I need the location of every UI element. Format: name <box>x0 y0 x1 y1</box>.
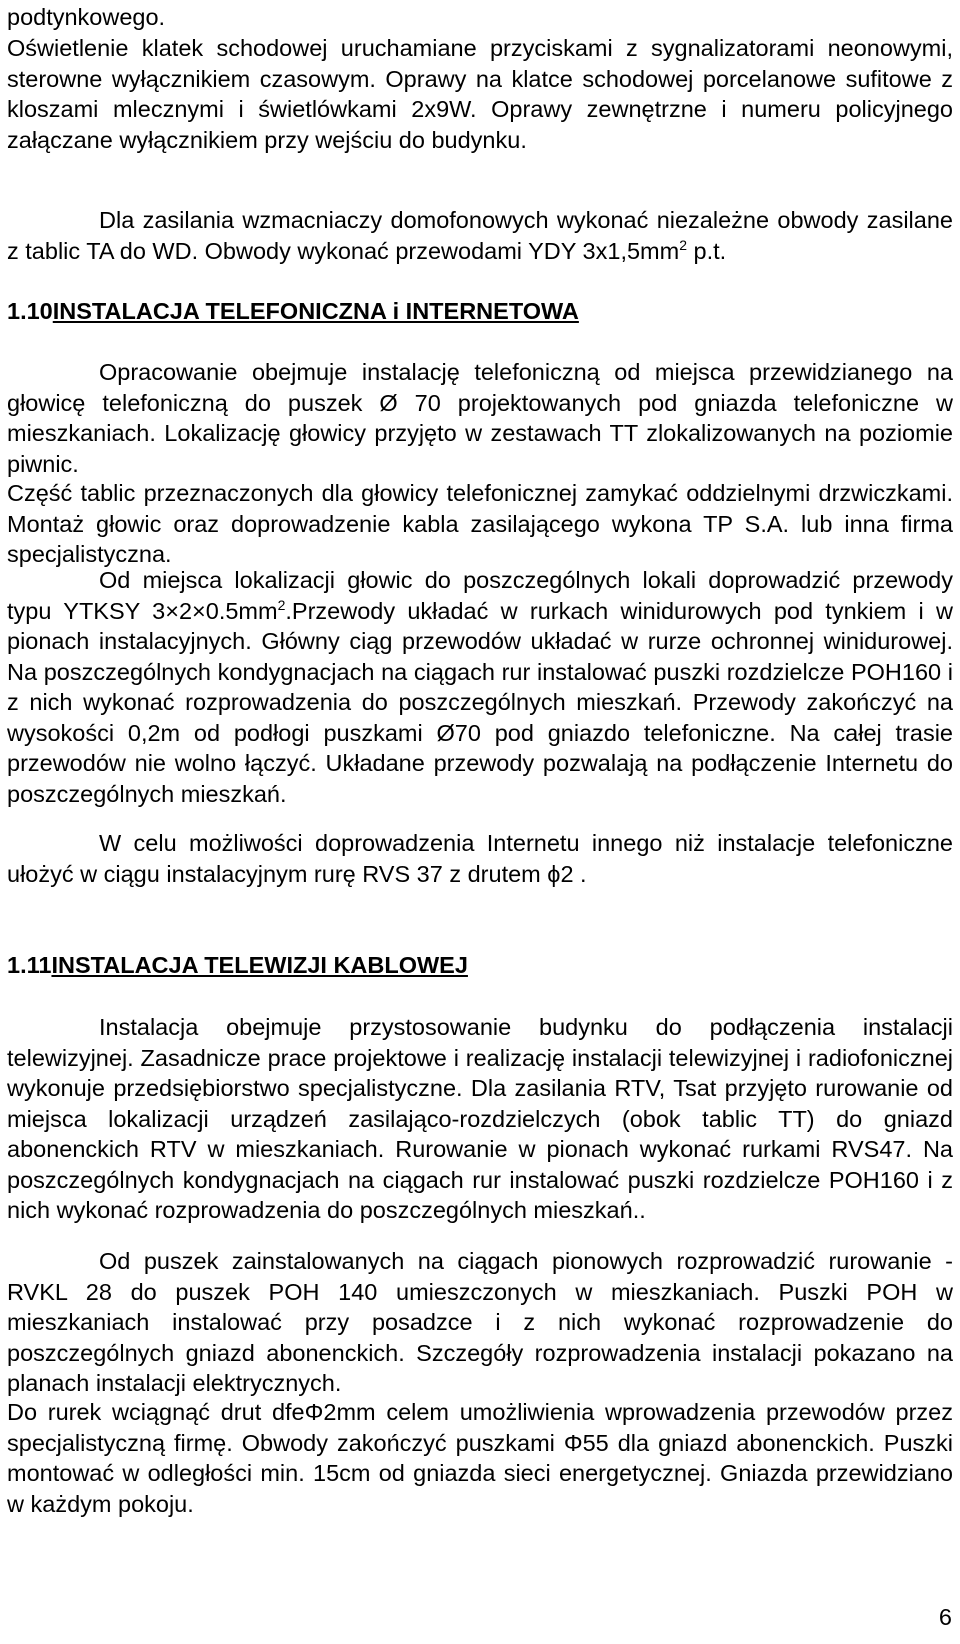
phone-paragraph-2: Część tablic przeznaczonych dla głowicy telefonicznej zamykać oddzielnymi drzwiczkami. Montaż głowic oraz doprowadzenie kabla zasilającego wykona TP S.A. lub inna firma specjalistyczna. <box>7 480 953 567</box>
section-number: 1.10 <box>7 298 53 324</box>
intercom-text-end: p.t. <box>687 237 727 264</box>
section-number: 1.11 <box>7 952 52 978</box>
intercom-paragraph <box>7 205 953 266</box>
phone-paragraph-1: Opracowanie obejmuje instalację telefoniczną od miejsca przewidzianego na głowicę telefoniczną do puszek Ø 70 projektowanych pod gniazda telefoniczne w mieszkaniach. Lokalizację głowicy przyjęto w zestawach TT zlokalizowanych na poziomie piwnic. <box>7 359 953 477</box>
intercom-text: Dla zasilania wzmacniaczy domofonowych wykonać niezależne obwody zasilane z tablic TA do WD. Obwody wykonać przewodami YDY 3x1,5mm <box>7 207 953 264</box>
page-number: 6 <box>938 1604 952 1630</box>
section-title: INSTALACJA TELEFONICZNA i INTERNETOWA <box>52 298 579 324</box>
section-title: INSTALACJA TELEWIZJI KABLOWEJ <box>51 952 468 978</box>
section-heading-phone <box>7 296 579 326</box>
phone-paragraph-3 <box>7 565 953 809</box>
section-heading-cable-tv <box>7 950 468 980</box>
tv-paragraph-1: Instalacja obejmuje przystosowanie budynku do podłączenia instalacji telewizyjnej. Zasadnicze prace projektowe i realizację instalacji telewizyjnej i radiofonicznej wykonuje przedsiębiorstwo specjalistyczne. Dla zasilania RTV, Tsat przyjęto rurowanie od miejsca lokalizacji urządzeń zasilająco-rozdzielczych (obok tablic TT) do gniazd abonenckich RTV w mieszkaniach. Rurowanie w pionach wykonać rurkami RVS47. Na poszczególnych kondygnacjach na ciągach rur instalować puszki rozdzielcze POH160 i z nich wykonać rozprowadzenia do poszczególnych mieszkań.. <box>7 1014 953 1223</box>
intro-fragment: podtynkowego. <box>7 4 166 30</box>
phone-paragraph-4: W celu możliwości doprowadzenia Internetu innego niż instalacje telefoniczne ułożyć w ciągu instalacyjnym rurę RVS 37 z drutem ϕ2 . <box>7 830 953 887</box>
tv-paragraph-3: Do rurek wciągnąć drut dfeΦ2mm celem umożliwienia wprowadzenia przewodów przez specjalistyczną firmę. Obwody zakończyć puszkami Φ55 dla gniazd abonenckich. Puszki montować w odległości min. 15cm od gniazda sieci energetycznej. Gniazda przewidziano w każdym pokoju. <box>7 1399 953 1517</box>
phone-text-cont: .Przewody układać w rurkach winidurowych pod tynkiem i w pionach instalacyjnych. Główny ciąg przewodów układać w rurze ochronnej winidurowej. Na poszczególnych kondygnacjach na ciągach rur instalować puszki rozdzielcze POH160 i z nich wykonać rozprowadzenia do poszczególnych mieszkań. Przewody zakończyć na wysokości 0,2m od podłogi puszkami Ø70 pod gniazdo telefoniczne. Na całej trasie przewodów nie wolno łączyć. Układane przewody pozwalają na podłączenie Internetu do poszczególnych mieszkań. <box>7 597 953 807</box>
superscript: 2 <box>679 236 687 253</box>
lighting-paragraph: Oświetlenie klatek schodowej uruchamiane przyciskami z sygnalizatorami neonowymi, sterowne wyłącznikiem czasowym. Oprawy na klatce schodowej porcelanowe sufitowe z kloszami mlecznymi i świetlówkami 2x9W. Oprawy zewnętrzne i numeru policyjnego załączane wyłącznikiem przy wejściu do budynku. <box>7 35 953 153</box>
phone-text: Od miejsca lokalizacji głowic do poszczególnych lokali doprowadzić przewody typu YTKSY 3×2×0.5mm <box>7 567 953 624</box>
superscript: 2 <box>277 596 286 613</box>
tv-paragraph-2: Od puszek zainstalowanych na ciągach pionowych rozprowadzić rurowanie - RVKL 28 do puszek POH 140 umieszczonych w mieszkaniach. Puszki POH w mieszkaniach instalować przy posadzce i z nich wykonać rozprowadzenie do poszczególnych gniazd abonenckich. Szczegóły rozprowadzenia instalacji pokazano na planach instalacji elektrycznych. <box>7 1248 953 1396</box>
